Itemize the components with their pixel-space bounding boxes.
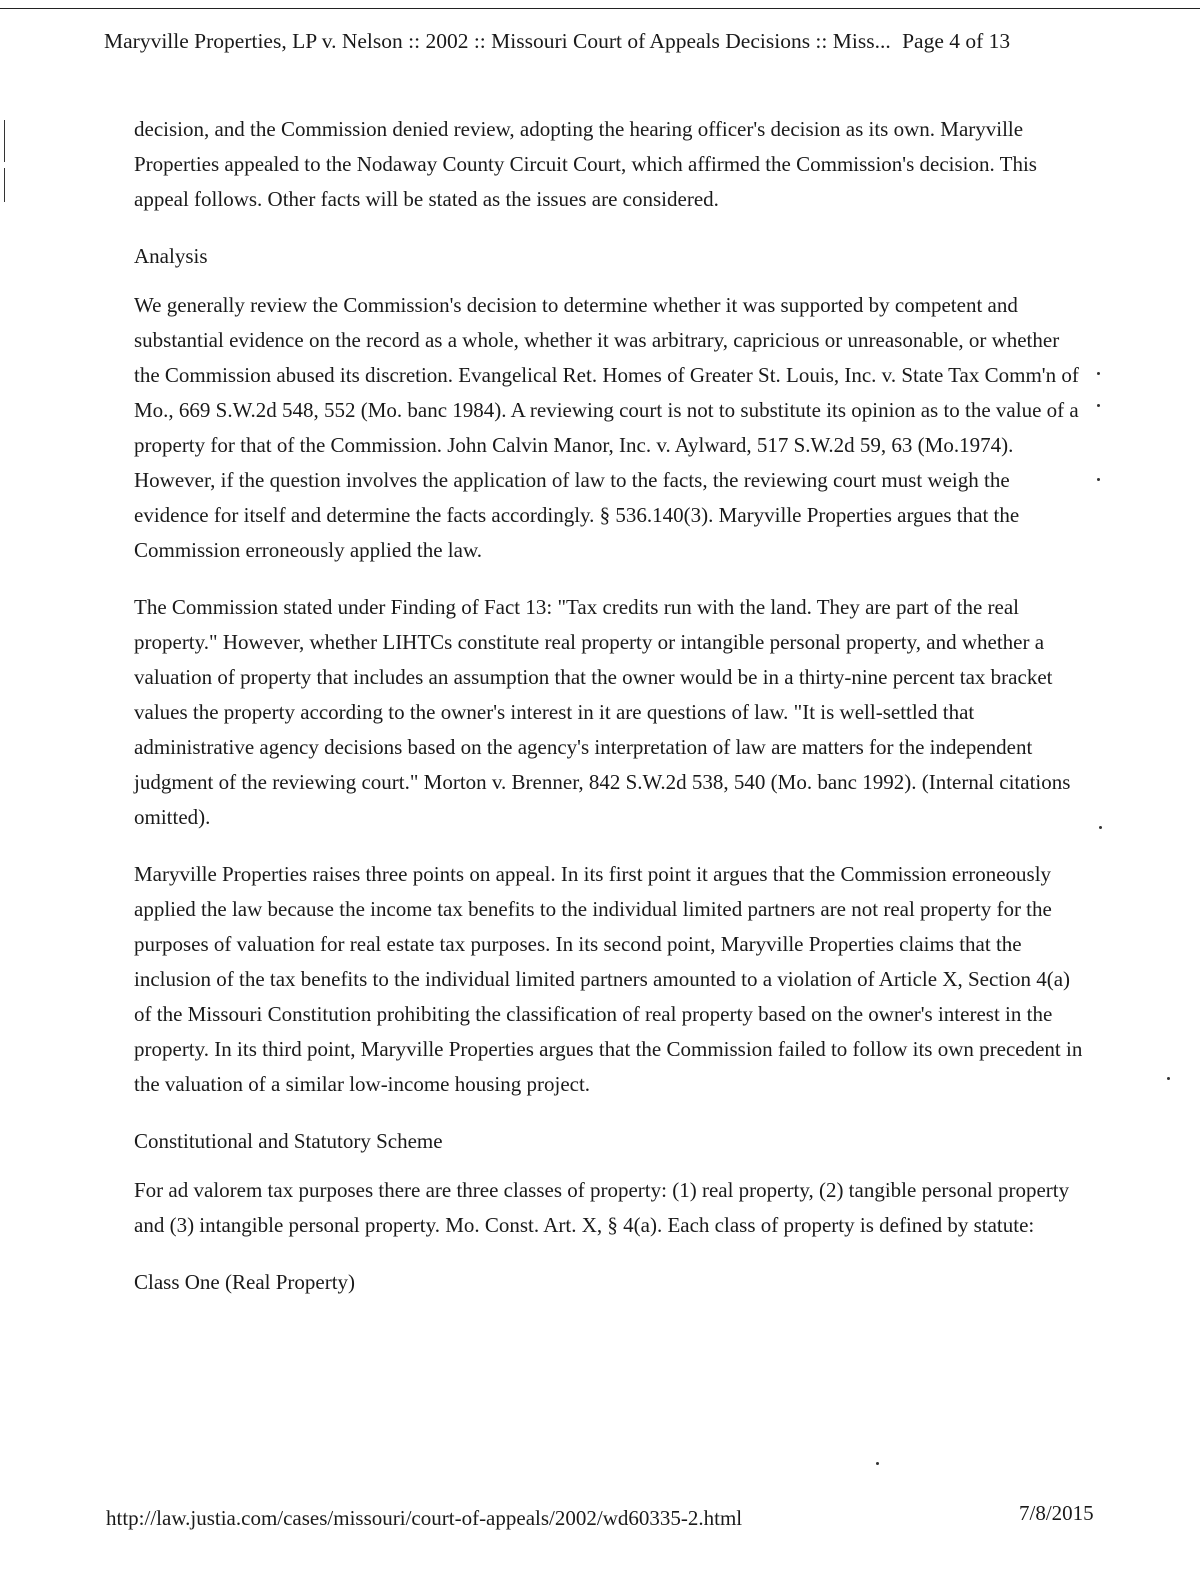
paragraph-finding-of-fact: The Commission stated under Finding of Fact 13: "Tax credits run with the land. They are part of the real property." However, whether LIHTCs constitute real property or intangible personal property, and whether a valuation of property that includes an assumption that the owner would be in a thirty-nine percent tax bracket values the property according to the owner's interest in it are questions of law. "It is well-settled that administrative agency decisions based on the agency's interpretation of law are matters for the independent judgment of the reviewing court." Morton v. Brenner, 842 S.W.2d 538, 540 (Mo. banc 1992). (Internal citations omitted).	[134, 595, 1071, 829]
scan-speck	[1097, 404, 1100, 407]
scan-margin-mark	[4, 120, 5, 162]
paragraph-standard-of-review: We generally review the Commission's decision to determine whether it was supported by competent and substantial evidence on the record as a whole, whether it was arbitrary, capricious or unreasonable, or whether the Commission abused its discretion. Evangelical Ret. Homes of Greater St. Louis, Inc. v. State Tax Comm'n of Mo., 669 S.W.2d 548, 552 (Mo. banc 1984). A reviewing court is not to substitute its opinion as to the value of a property for that of the Commission. John Calvin Manor, Inc. v. Aylward, 517 S.W.2d 59, 63 (Mo.1974). However, if the question involves the application of law to the facts, the reviewing court must weigh the evidence for itself and determine the facts accordingly. § 536.140(3). Maryville Properties argues that the Commission erroneously applied the law.	[134, 293, 1079, 562]
page-number: Page 4 of 13	[902, 29, 1011, 53]
scan-speck	[1099, 826, 1102, 829]
section-heading-constitutional-scheme: Constitutional and Statutory Scheme	[134, 1129, 443, 1153]
paragraph-procedural-history: decision, and the Commission denied review, adopting the hearing officer's decision as its own. Maryville Properties appealed to the Nodaway County Circuit Court, which affirmed the Commission's decision. This appeal follows. Other facts will be stated as the issues are considered.	[134, 117, 1037, 211]
source-url: http://law.justia.com/cases/missouri/court-of-appeals/2002/wd60335-2.html	[106, 1506, 743, 1530]
print-date: 7/8/2015	[1019, 1501, 1094, 1525]
section-heading-analysis: Analysis	[134, 244, 208, 268]
document-title: Maryville Properties, LP v. Nelson :: 2002 :: Missouri Court of Appeals Decisions :: Miss...	[104, 29, 891, 53]
document-body	[134, 112, 1084, 1322]
scan-speck	[876, 1462, 879, 1465]
scan-top-rule	[0, 8, 1200, 9]
paragraph-property-classes: For ad valorem tax purposes there are three classes of property: (1) real property, (2) tangible personal property and (3) intangible personal property. Mo. Const. Art. X, § 4(a). Each class of property is defined by statute:	[134, 1178, 1070, 1237]
page-header	[104, 26, 1104, 56]
scan-speck	[1097, 372, 1100, 375]
scan-speck	[1097, 478, 1100, 481]
subheading-class-one: Class One (Real Property)	[134, 1270, 356, 1294]
scan-speck	[1167, 1077, 1170, 1080]
paragraph-points-on-appeal: Maryville Properties raises three points on appeal. In its first point it argues that the Commission erroneously applied the law because the income tax benefits to the individual limited partners are not real property for the purposes of valuation for real estate tax purposes. In its second point, Maryville Properties claims that the inclusion of the tax benefits to the individual limited partners amounted to a violation of Article X, Section 4(a) of the Missouri Constitution prohibiting the classification of real property based on the owner's interest in the property. In its third point, Maryville Properties argues that the Commission failed to follow its own precedent in the valuation of a similar low-income housing project.	[134, 862, 1083, 1096]
scan-margin-mark	[4, 168, 5, 202]
